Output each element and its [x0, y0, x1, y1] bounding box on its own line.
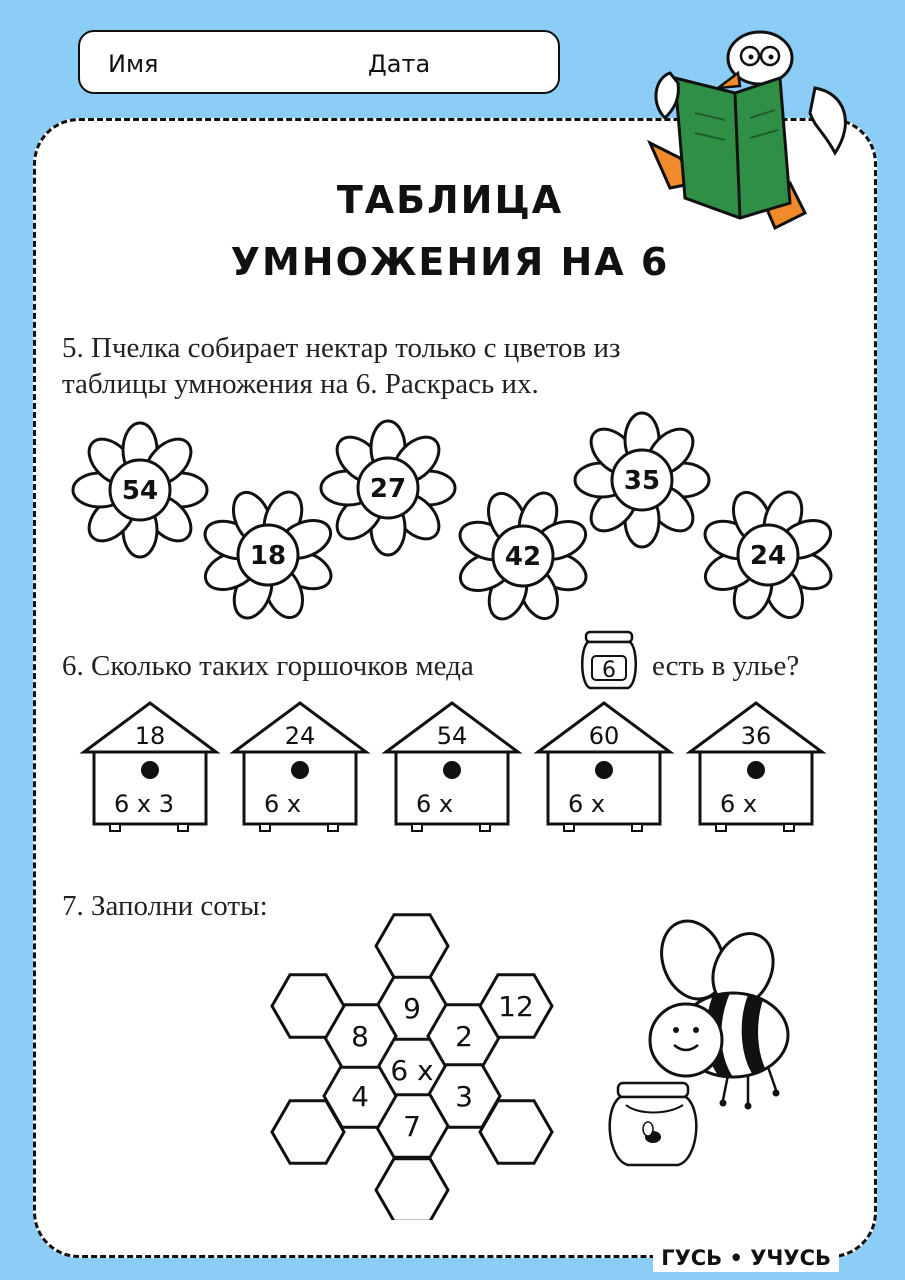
hive-group	[0, 700, 905, 850]
hive-equation[interactable]: 6 x 3	[114, 790, 174, 818]
hive-foot	[784, 824, 794, 831]
flower[interactable]	[700, 487, 837, 624]
task6-text-before: 6. Сколько таких горшочков меда	[62, 650, 474, 682]
hive-equation[interactable]: 6 x	[264, 790, 302, 818]
flower-number: 42	[504, 542, 542, 572]
task6-text-after: есть в улье?	[652, 650, 800, 682]
hex-value: 6 x	[390, 1054, 434, 1087]
task7-text: 7. Заполни соты:	[62, 890, 268, 922]
flower[interactable]	[73, 423, 207, 557]
title-line-1: ТАБЛИЦА	[336, 178, 564, 222]
beehive	[234, 703, 366, 831]
jar-value: 6	[602, 658, 616, 683]
hive-foot	[632, 824, 642, 831]
flower[interactable]	[575, 413, 709, 547]
beehive	[84, 703, 216, 831]
hive-entrance	[291, 761, 309, 779]
hex-value: 12	[498, 990, 534, 1023]
hive-equation[interactable]: 6 x	[416, 790, 454, 818]
flower-number: 18	[249, 541, 287, 571]
date-label: Дата	[368, 50, 431, 78]
hex-value: 3	[455, 1080, 473, 1113]
hive-equation[interactable]: 6 x	[568, 790, 606, 818]
task5-line-2: таблицы умножения на 6. Раскрась их.	[62, 368, 539, 400]
bee-icon	[598, 915, 808, 1175]
name-label: Имя	[108, 50, 159, 78]
hex-cell	[376, 915, 448, 977]
hex-value: 8	[351, 1020, 369, 1053]
hive-entrance	[595, 761, 613, 779]
hive-roof-number: 18	[134, 722, 166, 750]
flower[interactable]	[455, 488, 592, 625]
flower-number: 35	[623, 466, 661, 496]
name-date-box	[78, 30, 560, 94]
brand-footer: ГУСЬ • УЧУСЬ	[653, 1244, 839, 1272]
hive-roof-number: 60	[588, 722, 620, 750]
task5-line-1: 5. Пчелка собирает нектар только с цветов из	[62, 332, 621, 364]
hive-roof-number: 36	[740, 722, 772, 750]
flower-number: 54	[121, 476, 159, 506]
title-line-2: УМНОЖЕНИЯ НА 6	[230, 240, 670, 284]
hive-equation[interactable]: 6 x	[720, 790, 758, 818]
hive-foot	[178, 824, 188, 831]
hive-foot	[716, 824, 726, 831]
flower[interactable]	[321, 421, 455, 555]
hive-roof-number: 24	[284, 722, 316, 750]
beehive	[386, 703, 518, 831]
hex-value: 4	[351, 1080, 369, 1113]
hive-entrance	[747, 761, 765, 779]
honey-jar-icon	[578, 628, 640, 692]
hex-value: 2	[455, 1020, 473, 1053]
hex-cell	[376, 1159, 448, 1220]
hive-foot	[110, 824, 120, 831]
hive-foot	[328, 824, 338, 831]
hive-entrance	[443, 761, 461, 779]
flower[interactable]	[200, 487, 337, 624]
beehive	[538, 703, 670, 831]
hive-foot	[480, 824, 490, 831]
hex-value: 7	[403, 1110, 421, 1143]
hex-outer[interactable]	[376, 915, 448, 977]
hive-foot	[260, 824, 270, 831]
beehive	[690, 703, 822, 831]
hive-entrance	[141, 761, 159, 779]
hex-value: 9	[403, 992, 421, 1025]
hex-outer[interactable]	[376, 1159, 448, 1220]
flower-group	[0, 410, 905, 630]
hive-roof-number: 54	[436, 722, 468, 750]
hive-foot	[564, 824, 574, 831]
hive-foot	[412, 824, 422, 831]
flower-number: 27	[369, 474, 407, 504]
flower-number: 24	[749, 541, 787, 571]
